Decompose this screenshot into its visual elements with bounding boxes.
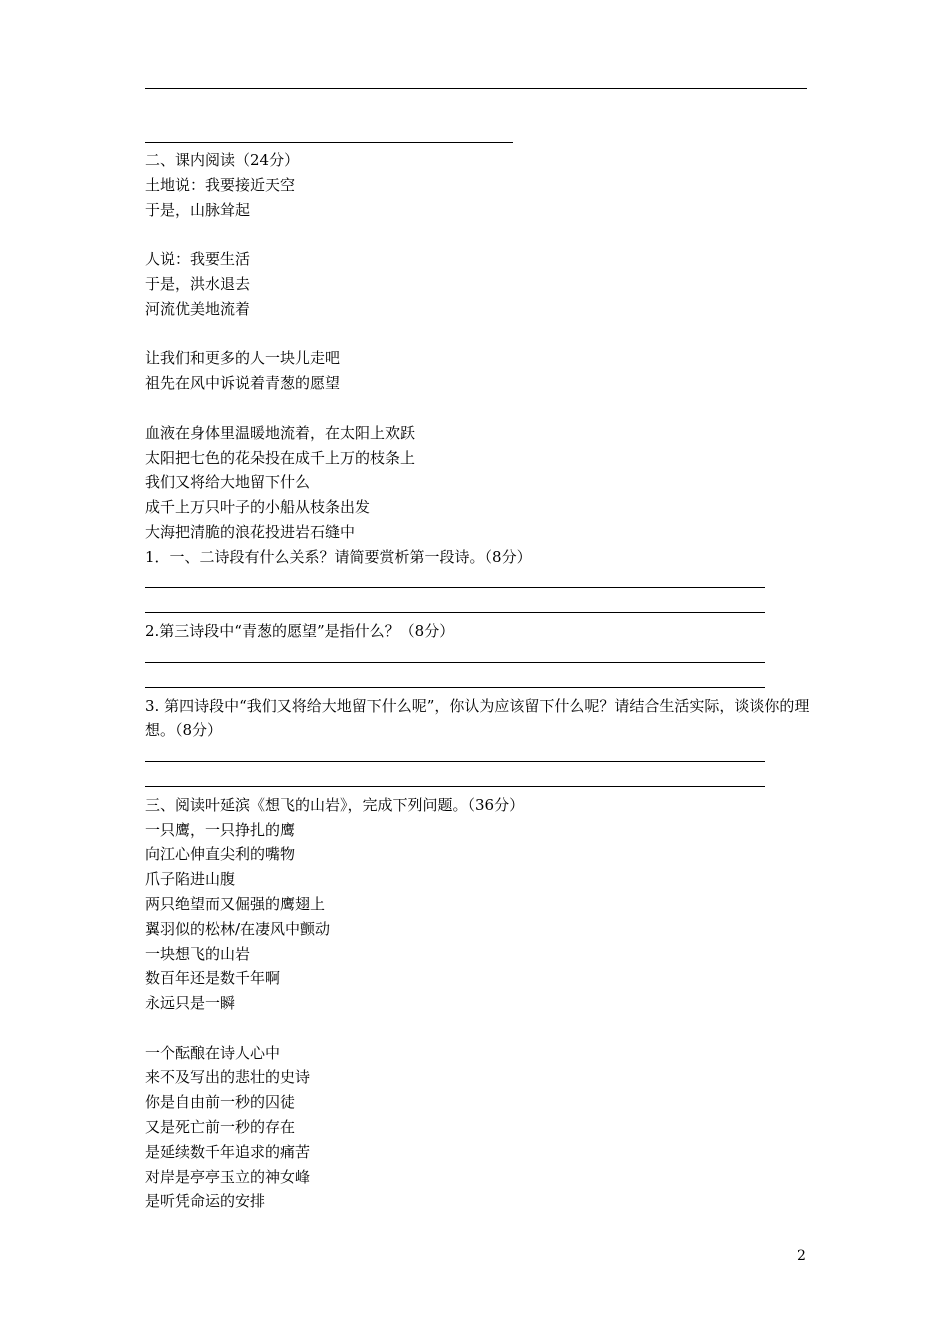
page-number: 2	[797, 1248, 806, 1264]
answer-line[interactable]	[145, 570, 813, 595]
question-1: 1．一、二诗段有什么关系？请简要赏析第一段诗。（8分）	[145, 547, 532, 566]
poem-line: 两只绝望而又倔强的鹰翅上	[145, 894, 326, 913]
poem-line: 是延续数千年追求的痛苦	[145, 1142, 311, 1161]
answer-line[interactable]	[145, 743, 813, 768]
poem-line: 河流优美地流着	[145, 299, 251, 318]
poem-line: 数百年还是数千年啊	[145, 969, 281, 988]
poem-line: 翼羽似的松林/在凄风中颤动	[145, 919, 331, 938]
poem-line: 成千上万只叶子的小船从枝条出发	[145, 498, 371, 517]
answer-line[interactable]	[145, 594, 813, 619]
poem-line: 又是死亡前一秒的存在	[145, 1118, 296, 1137]
poem-line: 来不及写出的悲壮的史诗	[145, 1068, 311, 1087]
poem-line: 我们又将给大地留下什么	[145, 473, 311, 492]
poem-line: 爪子陷进山腹	[145, 870, 236, 889]
poem-line: 对岸是亭亭玉立的神女峰	[145, 1167, 311, 1186]
answer-line-continued	[145, 142, 513, 143]
section2-title: 二、课内阅读（24分）	[145, 151, 300, 169]
poem-line: 血液在身体里温暖地流着，在太阳上欢跃	[145, 423, 416, 442]
question-3: 3. 第四诗段中“我们又将给大地留下什么呢”，你认为应该留下什么呢？请结合生活实际，谈谈你的理想。（8分）	[145, 696, 810, 740]
poem-line: 是听凭命运的安排	[145, 1192, 266, 1211]
header-rule	[145, 88, 807, 89]
poem-line: 向江心伸直尖利的嘴物	[145, 845, 296, 864]
poem-line: 太阳把七色的花朵投在成千上万的枝条上	[145, 448, 416, 467]
poem-line: 祖先在风中诉说着青葱的愿望	[145, 374, 341, 393]
answer-line[interactable]	[145, 669, 813, 694]
poem-line: 大海把清脆的浪花投进岩石缝中	[145, 522, 356, 541]
answer-line[interactable]	[145, 768, 813, 793]
poem-line: 人说：我要生活	[145, 250, 251, 269]
content-body	[145, 148, 813, 1214]
stanza-gap	[145, 396, 813, 421]
question-2: 2.第三诗段中“青葱的愿望”是指什么？（8分）	[145, 622, 455, 641]
poem-line: 一只鹰，一只挣扎的鹰	[145, 820, 296, 839]
stanza-gap	[145, 222, 813, 247]
poem-line: 于是，山脉耸起	[145, 200, 251, 219]
poem-line: 一块想飞的山岩	[145, 944, 251, 963]
poem-line: 于是，洪水退去	[145, 274, 251, 293]
poem-line: 让我们和更多的人一块儿走吧	[145, 349, 341, 368]
poem-line: 永远只是一瞬	[145, 994, 236, 1013]
stanza-gap	[145, 322, 813, 347]
poem-line: 你是自由前一秒的囚徒	[145, 1093, 296, 1112]
poem-line: 一个酝酿在诗人心中	[145, 1043, 281, 1062]
section3-title: 三、阅读叶延滨《想飞的山岩》，完成下列问题。（36分）	[145, 795, 525, 814]
poem-line: 土地说：我要接近天空	[145, 175, 296, 194]
stanza-gap	[145, 1016, 813, 1041]
answer-line[interactable]	[145, 644, 813, 669]
